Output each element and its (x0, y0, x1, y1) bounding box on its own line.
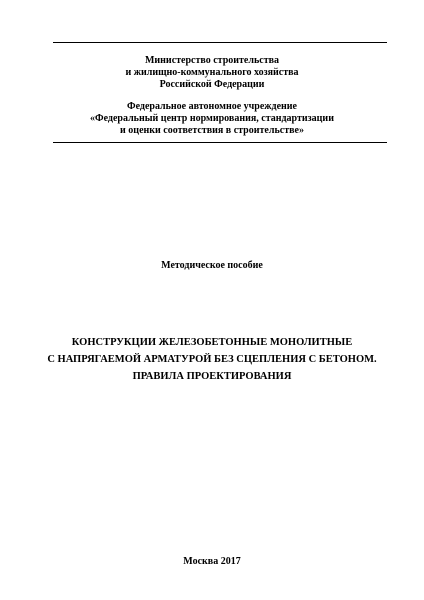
title-line-1: КОНСТРУКЦИИ ЖЕЛЕЗОБЕТОННЫЕ МОНОЛИТНЫЕ (71, 337, 353, 348)
document-title (0, 334, 424, 385)
ministry-line-3: Российской Федерации (159, 79, 265, 90)
ministry-line-2: и жилищно-коммунального хозяйства (125, 67, 299, 78)
city-year-label: Москва 2017 (183, 556, 241, 567)
ministry-name (0, 55, 424, 91)
institution-line-2: «Федеральный центр нормирования, стандартизации (90, 113, 334, 124)
title-line-3: ПРАВИЛА ПРОЕКТИРОВАНИЯ (132, 371, 292, 382)
institution-line-1: Федеральное автономное учреждение (126, 101, 297, 112)
header-top-rule (53, 42, 387, 43)
publication-place-year (0, 556, 424, 568)
institution-line-3: и оценки соответствия в строительстве» (120, 125, 304, 136)
title-line-2: С НАПРЯГАЕМОЙ АРМАТУРОЙ БЕЗ СЦЕПЛЕНИЯ С БЕТОНОМ. (47, 354, 377, 365)
ministry-line-1: Министерство строительства (144, 55, 280, 66)
document-type (0, 260, 424, 272)
header-bottom-rule (53, 142, 387, 143)
document-type-label: Методическое пособие (161, 260, 263, 271)
institution-name (0, 101, 424, 137)
